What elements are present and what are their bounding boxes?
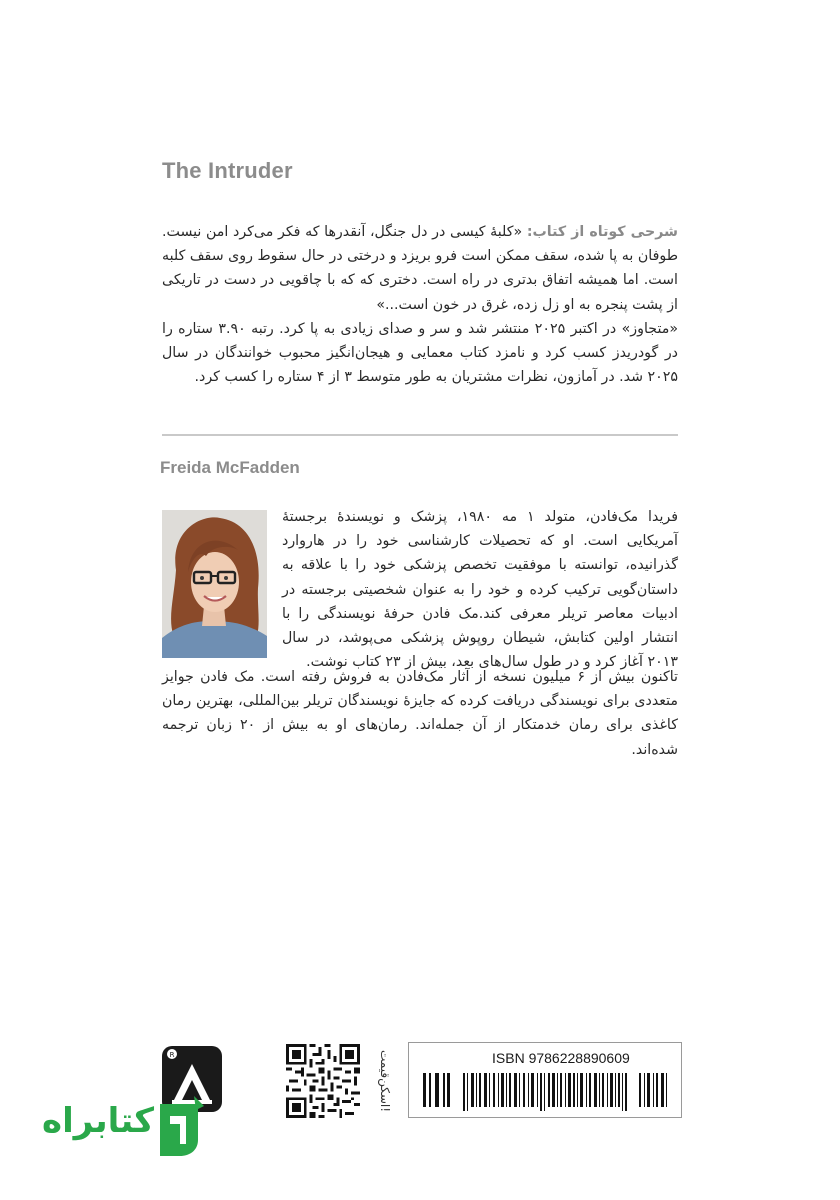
author-photo (162, 510, 267, 658)
summary-info: «متجاوز» در اکتبر ۲۰۲۵ منتشر شد و سر و صدای زیادی به پا کرد. رتبه ۳.۹۰ ستاره را در گودریدز کسب کرد و نامزد کتاب معمایی و هیجان‌انگیز محبوب خوانندگان در سال ۲۰۲۵ شد. در آمازون، نظرات مشتریان به طور متوسط ۳ از ۴ ستاره را کسب کرد. (162, 320, 679, 386)
author-bio-part1: فریدا مک‌فادن، متولد ۱ مه ۱۹۸۰، پزشک و نویسندهٔ برجستهٔ آمریکایی است. او که تحصیلات کارشناسی خود را در هاروارد گذرانیده، توانسته با موفقیت تخصص پزشکی خود را با علاقه به داستان‌گویی ترکیب کرده و خود را به عنوان شخصیتی برجسته در ادبیات معاصر تریلر معرفی کند.مک فادن حرفهٔ نویسندگی را با انتشار اولین کتابش، شیطان روپوش پزشکی می‌پوشد، در سال ۲۰۱۳ آغاز کرد و در طول سال‌های بعد، بیش از ۲۳ کتاب نوشت. (282, 509, 678, 671)
book-title-en: The Intruder (162, 158, 293, 183)
summary-quote: «کلبهٔ کیسی در دل جنگل، آنقدرها که فکر می‌کرد امن نیست. طوفان به پا شده، سقف ممکن است فرو بریزد و درختی در حال سقوط روی سقف کلبه است. اما همیشه اتفاق بدتری در راه است. دختری که که با چاقویی در دست در تاریکی از پشت پنجره به او زل زده، غرق در خون است...» (162, 224, 678, 313)
author-bio-part2: تاکنون بیش از ۶ میلیون نسخه از آثار مک‌فادن به فروش رفته است. مک فادن جوایز متعددی برای نویسندگی دریافت کرده که جایزهٔ نویسندگان تریلر بین‌المللی، بهترین رمان کاغذی برای رمان خدمتکار از آن جمله‌اند. رمان‌های او به بیش از ۲۰ زبان ترجمه شده‌اند. (162, 669, 678, 758)
book-summary (162, 220, 678, 389)
qr-caption: اسکن‌قیمت! (378, 1049, 392, 1113)
isbn-number: ISBN 9786228890609 (492, 1050, 630, 1066)
qr-code[interactable] (286, 1044, 360, 1118)
author-name-en: Freida McFadden (160, 458, 300, 477)
summary-lead: شرحی کوتاه از کتاب: (526, 224, 678, 240)
svg-text:R: R (169, 1051, 175, 1059)
section-divider (162, 434, 678, 436)
ketabrah-wordmark: کتابراه (42, 1101, 155, 1141)
